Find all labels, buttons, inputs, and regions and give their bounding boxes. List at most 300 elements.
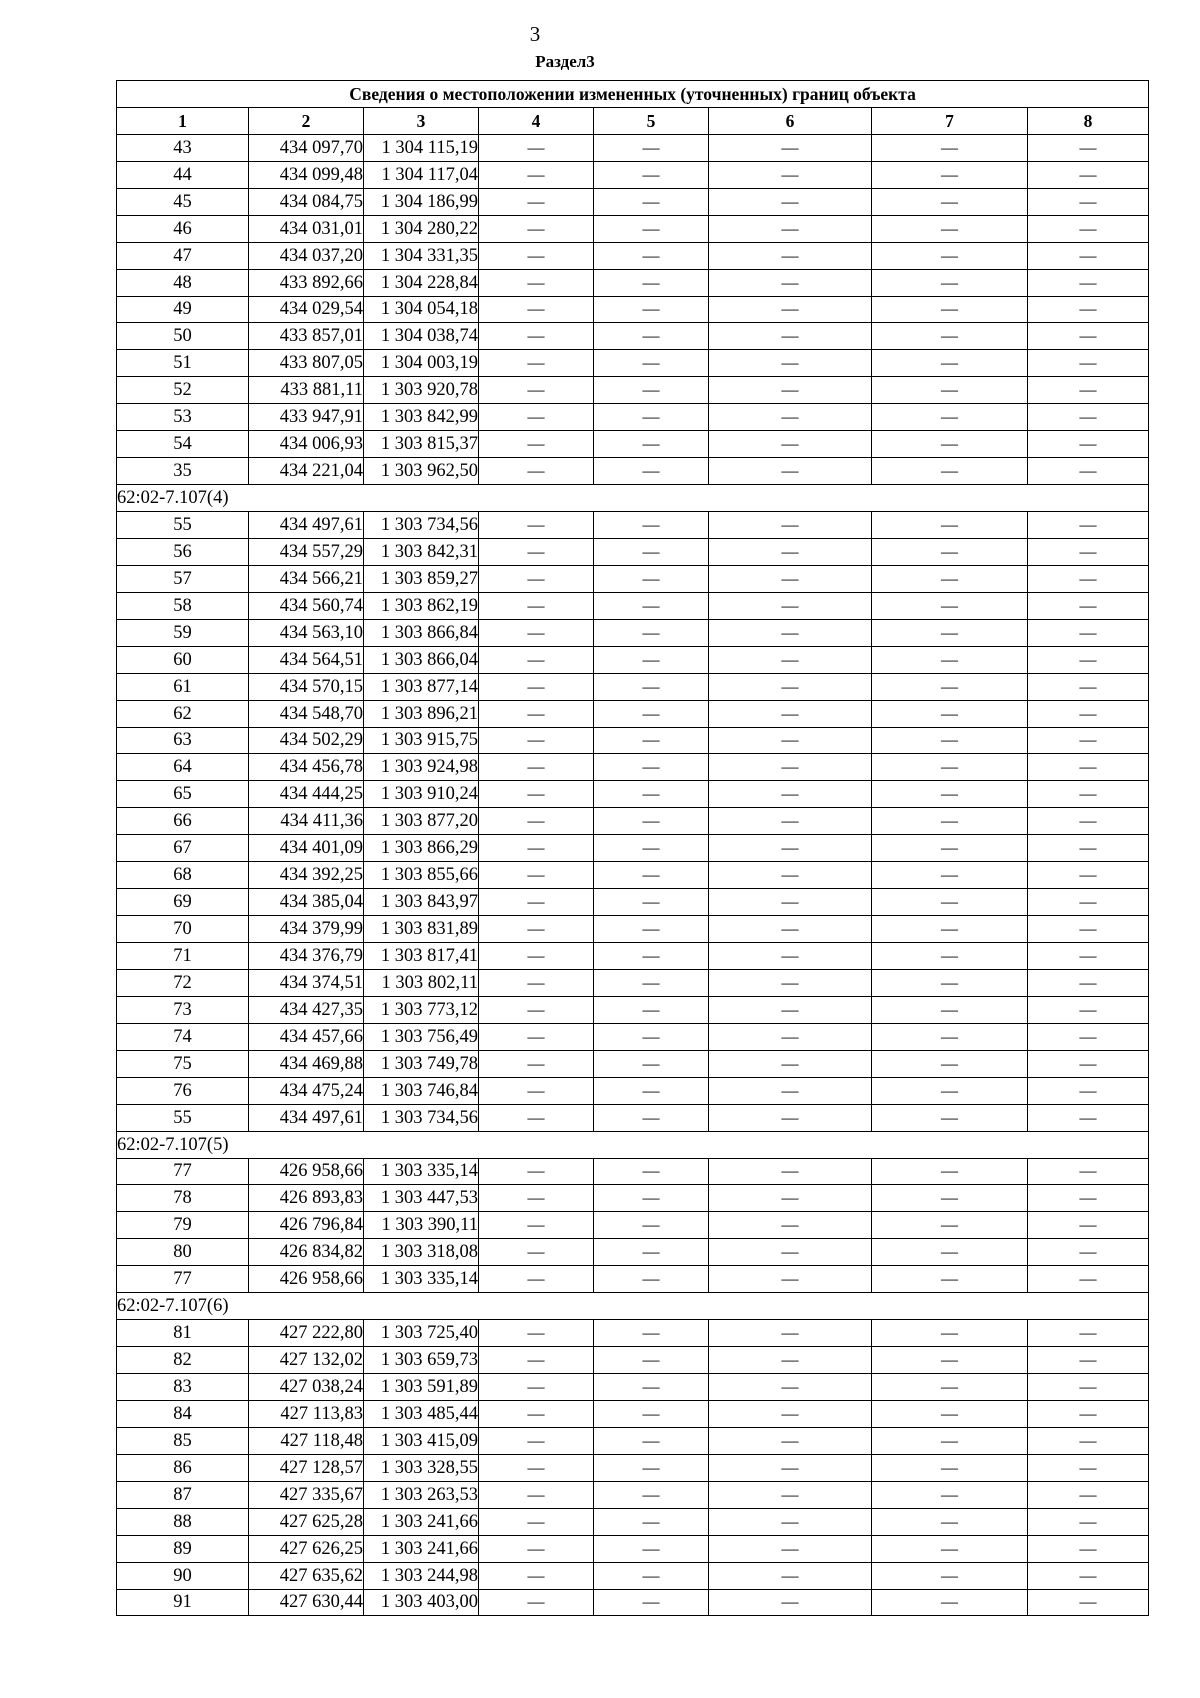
table-row xyxy=(117,269,1149,296)
y-coordinate-cell: 1 303 734,56 xyxy=(364,1104,479,1131)
empty-dash-cell: — xyxy=(479,700,594,727)
empty-dash-cell: — xyxy=(1028,862,1149,889)
x-coordinate-cell: 433 857,01 xyxy=(249,323,364,350)
empty-dash-cell: — xyxy=(594,1266,709,1293)
table-row xyxy=(117,565,1149,592)
empty-dash-cell: — xyxy=(594,1454,709,1481)
point-number-cell: 51 xyxy=(117,350,249,377)
y-coordinate-cell: 1 303 802,11 xyxy=(364,969,479,996)
empty-dash-cell: — xyxy=(1028,134,1149,161)
empty-dash-cell: — xyxy=(594,700,709,727)
table-row xyxy=(117,1050,1149,1077)
empty-dash-cell: — xyxy=(709,673,872,700)
x-coordinate-cell: 433 947,91 xyxy=(249,404,364,431)
empty-dash-cell: — xyxy=(1028,1077,1149,1104)
empty-dash-cell: — xyxy=(709,1077,872,1104)
empty-dash-cell: — xyxy=(709,188,872,215)
x-coordinate-cell: 433 807,05 xyxy=(249,350,364,377)
empty-dash-cell: — xyxy=(709,269,872,296)
table-row xyxy=(117,1481,1149,1508)
empty-dash-cell: — xyxy=(872,1347,1028,1374)
empty-dash-cell: — xyxy=(1028,754,1149,781)
empty-dash-cell: — xyxy=(872,1050,1028,1077)
empty-dash-cell: — xyxy=(594,1185,709,1212)
point-number-cell: 91 xyxy=(117,1589,249,1616)
x-coordinate-cell: 434 221,04 xyxy=(249,458,364,485)
empty-dash-cell: — xyxy=(872,943,1028,970)
table-row xyxy=(117,862,1149,889)
column-number: 7 xyxy=(872,107,1028,134)
x-coordinate-cell: 427 113,83 xyxy=(249,1400,364,1427)
table-row xyxy=(117,619,1149,646)
empty-dash-cell: — xyxy=(594,269,709,296)
y-coordinate-cell: 1 304 115,19 xyxy=(364,134,479,161)
x-coordinate-cell: 434 006,93 xyxy=(249,431,364,458)
empty-dash-cell: — xyxy=(1028,1050,1149,1077)
empty-dash-cell: — xyxy=(1028,565,1149,592)
y-coordinate-cell: 1 303 725,40 xyxy=(364,1320,479,1347)
empty-dash-cell: — xyxy=(872,188,1028,215)
empty-dash-cell: — xyxy=(594,673,709,700)
empty-dash-cell: — xyxy=(709,1104,872,1131)
point-number-cell: 45 xyxy=(117,188,249,215)
y-coordinate-cell: 1 304 117,04 xyxy=(364,161,479,188)
empty-dash-cell: — xyxy=(709,1212,872,1239)
column-number: 1 xyxy=(117,107,249,134)
empty-dash-cell: — xyxy=(709,404,872,431)
table-row xyxy=(117,916,1149,943)
table-row xyxy=(117,943,1149,970)
empty-dash-cell: — xyxy=(709,1589,872,1616)
table-row xyxy=(117,781,1149,808)
table-row xyxy=(117,134,1149,161)
x-coordinate-cell: 427 038,24 xyxy=(249,1374,364,1401)
empty-dash-cell: — xyxy=(479,458,594,485)
empty-dash-cell: — xyxy=(709,1239,872,1266)
empty-dash-cell: — xyxy=(872,134,1028,161)
y-coordinate-cell: 1 304 038,74 xyxy=(364,323,479,350)
empty-dash-cell: — xyxy=(1028,889,1149,916)
empty-dash-cell: — xyxy=(594,727,709,754)
empty-dash-cell: — xyxy=(594,969,709,996)
empty-dash-cell: — xyxy=(709,646,872,673)
point-number-cell: 64 xyxy=(117,754,249,781)
point-number-cell: 74 xyxy=(117,1023,249,1050)
x-coordinate-cell: 434 456,78 xyxy=(249,754,364,781)
table-row xyxy=(117,377,1149,404)
point-number-cell: 59 xyxy=(117,619,249,646)
x-coordinate-cell: 427 630,44 xyxy=(249,1589,364,1616)
y-coordinate-cell: 1 303 591,89 xyxy=(364,1374,479,1401)
y-coordinate-cell: 1 304 280,22 xyxy=(364,215,479,242)
empty-dash-cell: — xyxy=(709,1374,872,1401)
point-number-cell: 72 xyxy=(117,969,249,996)
table-row xyxy=(117,727,1149,754)
empty-dash-cell: — xyxy=(872,215,1028,242)
point-number-cell: 81 xyxy=(117,1320,249,1347)
empty-dash-cell: — xyxy=(479,1320,594,1347)
table-row xyxy=(117,1320,1149,1347)
empty-dash-cell: — xyxy=(872,377,1028,404)
y-coordinate-cell: 1 303 831,89 xyxy=(364,916,479,943)
empty-dash-cell: — xyxy=(872,619,1028,646)
empty-dash-cell: — xyxy=(1028,1023,1149,1050)
table-row xyxy=(117,754,1149,781)
table-row xyxy=(117,1077,1149,1104)
y-coordinate-cell: 1 303 335,14 xyxy=(364,1266,479,1293)
empty-dash-cell: — xyxy=(479,1535,594,1562)
x-coordinate-cell: 434 497,61 xyxy=(249,512,364,539)
column-number: 8 xyxy=(1028,107,1149,134)
x-coordinate-cell: 434 427,35 xyxy=(249,996,364,1023)
table-row xyxy=(117,188,1149,215)
empty-dash-cell: — xyxy=(594,1158,709,1185)
empty-dash-cell: — xyxy=(594,377,709,404)
y-coordinate-cell: 1 304 331,35 xyxy=(364,242,479,269)
empty-dash-cell: — xyxy=(479,619,594,646)
empty-dash-cell: — xyxy=(872,565,1028,592)
x-coordinate-cell: 427 335,67 xyxy=(249,1481,364,1508)
y-coordinate-cell: 1 303 403,00 xyxy=(364,1589,479,1616)
y-coordinate-cell: 1 303 920,78 xyxy=(364,377,479,404)
point-number-cell: 63 xyxy=(117,727,249,754)
empty-dash-cell: — xyxy=(709,1023,872,1050)
empty-dash-cell: — xyxy=(872,296,1028,323)
empty-dash-cell: — xyxy=(594,1023,709,1050)
empty-dash-cell: — xyxy=(872,1212,1028,1239)
empty-dash-cell: — xyxy=(872,458,1028,485)
point-number-cell: 35 xyxy=(117,458,249,485)
empty-dash-cell: — xyxy=(479,323,594,350)
empty-dash-cell: — xyxy=(479,1266,594,1293)
y-coordinate-cell: 1 303 390,11 xyxy=(364,1212,479,1239)
empty-dash-cell: — xyxy=(872,889,1028,916)
y-coordinate-cell: 1 304 228,84 xyxy=(364,269,479,296)
table-row xyxy=(117,1104,1149,1131)
table-row xyxy=(117,808,1149,835)
empty-dash-cell: — xyxy=(479,808,594,835)
empty-dash-cell: — xyxy=(479,592,594,619)
x-coordinate-cell: 434 084,75 xyxy=(249,188,364,215)
point-number-cell: 79 xyxy=(117,1212,249,1239)
y-coordinate-cell: 1 303 866,04 xyxy=(364,646,479,673)
empty-dash-cell: — xyxy=(1028,673,1149,700)
empty-dash-cell: — xyxy=(594,1050,709,1077)
table-row xyxy=(117,592,1149,619)
x-coordinate-cell: 426 796,84 xyxy=(249,1212,364,1239)
y-coordinate-cell: 1 303 924,98 xyxy=(364,754,479,781)
table-row xyxy=(117,889,1149,916)
empty-dash-cell: — xyxy=(709,592,872,619)
empty-dash-cell: — xyxy=(1028,808,1149,835)
table-row xyxy=(117,242,1149,269)
point-number-cell: 76 xyxy=(117,1077,249,1104)
group-label: 62:02-7.107(6) xyxy=(117,1293,1149,1320)
empty-dash-cell: — xyxy=(872,1104,1028,1131)
empty-dash-cell: — xyxy=(872,1454,1028,1481)
empty-dash-cell: — xyxy=(479,1589,594,1616)
point-number-cell: 77 xyxy=(117,1266,249,1293)
empty-dash-cell: — xyxy=(872,1535,1028,1562)
point-number-cell: 80 xyxy=(117,1239,249,1266)
empty-dash-cell: — xyxy=(872,996,1028,1023)
x-coordinate-cell: 434 502,29 xyxy=(249,727,364,754)
table-row xyxy=(117,673,1149,700)
empty-dash-cell: — xyxy=(1028,1185,1149,1212)
x-coordinate-cell: 427 635,62 xyxy=(249,1562,364,1589)
y-coordinate-cell: 1 303 842,99 xyxy=(364,404,479,431)
empty-dash-cell: — xyxy=(594,1589,709,1616)
empty-dash-cell: — xyxy=(1028,1562,1149,1589)
empty-dash-cell: — xyxy=(1028,242,1149,269)
empty-dash-cell: — xyxy=(479,538,594,565)
empty-dash-cell: — xyxy=(479,1050,594,1077)
point-number-cell: 65 xyxy=(117,781,249,808)
table-row xyxy=(117,431,1149,458)
empty-dash-cell: — xyxy=(1028,1400,1149,1427)
table-row xyxy=(117,350,1149,377)
caption-row xyxy=(117,81,1149,108)
point-number-cell: 47 xyxy=(117,242,249,269)
point-number-cell: 49 xyxy=(117,296,249,323)
empty-dash-cell: — xyxy=(1028,1535,1149,1562)
x-coordinate-cell: 434 385,04 xyxy=(249,889,364,916)
table-row xyxy=(117,296,1149,323)
y-coordinate-cell: 1 303 877,14 xyxy=(364,673,479,700)
section-title: Раздел3 xyxy=(535,52,595,71)
point-number-cell: 60 xyxy=(117,646,249,673)
table-row xyxy=(117,215,1149,242)
empty-dash-cell: — xyxy=(1028,350,1149,377)
empty-dash-cell: — xyxy=(709,350,872,377)
empty-dash-cell: — xyxy=(872,727,1028,754)
point-number-cell: 73 xyxy=(117,996,249,1023)
y-coordinate-cell: 1 303 318,08 xyxy=(364,1239,479,1266)
empty-dash-cell: — xyxy=(594,916,709,943)
empty-dash-cell: — xyxy=(479,188,594,215)
point-number-cell: 71 xyxy=(117,943,249,970)
empty-dash-cell: — xyxy=(872,1589,1028,1616)
empty-dash-cell: — xyxy=(1028,458,1149,485)
empty-dash-cell: — xyxy=(479,1481,594,1508)
x-coordinate-cell: 434 031,01 xyxy=(249,215,364,242)
column-number: 4 xyxy=(479,107,594,134)
empty-dash-cell: — xyxy=(479,835,594,862)
x-coordinate-cell: 434 379,99 xyxy=(249,916,364,943)
y-coordinate-cell: 1 303 842,31 xyxy=(364,538,479,565)
x-coordinate-cell: 427 222,80 xyxy=(249,1320,364,1347)
point-number-cell: 70 xyxy=(117,916,249,943)
x-coordinate-cell: 434 548,70 xyxy=(249,700,364,727)
empty-dash-cell: — xyxy=(594,1347,709,1374)
point-number-cell: 57 xyxy=(117,565,249,592)
group-label-row xyxy=(117,1131,1149,1158)
empty-dash-cell: — xyxy=(479,242,594,269)
empty-dash-cell: — xyxy=(479,754,594,781)
empty-dash-cell: — xyxy=(872,404,1028,431)
empty-dash-cell: — xyxy=(594,862,709,889)
y-coordinate-cell: 1 303 734,56 xyxy=(364,512,479,539)
table-row xyxy=(117,538,1149,565)
y-coordinate-cell: 1 304 186,99 xyxy=(364,188,479,215)
empty-dash-cell: — xyxy=(709,969,872,996)
point-number-cell: 52 xyxy=(117,377,249,404)
empty-dash-cell: — xyxy=(709,1535,872,1562)
empty-dash-cell: — xyxy=(479,1023,594,1050)
point-number-cell: 89 xyxy=(117,1535,249,1562)
empty-dash-cell: — xyxy=(709,458,872,485)
empty-dash-cell: — xyxy=(709,781,872,808)
empty-dash-cell: — xyxy=(594,296,709,323)
empty-dash-cell: — xyxy=(709,943,872,970)
empty-dash-cell: — xyxy=(479,646,594,673)
empty-dash-cell: — xyxy=(1028,646,1149,673)
table-row xyxy=(117,1374,1149,1401)
y-coordinate-cell: 1 303 866,29 xyxy=(364,835,479,862)
empty-dash-cell: — xyxy=(872,1266,1028,1293)
column-numbers-row xyxy=(117,107,1149,134)
y-coordinate-cell: 1 303 866,84 xyxy=(364,619,479,646)
empty-dash-cell: — xyxy=(1028,916,1149,943)
empty-dash-cell: — xyxy=(1028,1239,1149,1266)
empty-dash-cell: — xyxy=(1028,700,1149,727)
empty-dash-cell: — xyxy=(709,215,872,242)
empty-dash-cell: — xyxy=(479,350,594,377)
y-coordinate-cell: 1 304 003,19 xyxy=(364,350,479,377)
empty-dash-cell: — xyxy=(1028,1508,1149,1535)
x-coordinate-cell: 427 132,02 xyxy=(249,1347,364,1374)
y-coordinate-cell: 1 303 263,53 xyxy=(364,1481,479,1508)
empty-dash-cell: — xyxy=(594,1374,709,1401)
empty-dash-cell: — xyxy=(1028,269,1149,296)
empty-dash-cell: — xyxy=(872,700,1028,727)
empty-dash-cell: — xyxy=(1028,1104,1149,1131)
y-coordinate-cell: 1 303 241,66 xyxy=(364,1508,479,1535)
empty-dash-cell: — xyxy=(479,1400,594,1427)
empty-dash-cell: — xyxy=(479,377,594,404)
empty-dash-cell: — xyxy=(709,512,872,539)
column-number: 5 xyxy=(594,107,709,134)
empty-dash-cell: — xyxy=(872,1158,1028,1185)
empty-dash-cell: — xyxy=(594,835,709,862)
empty-dash-cell: — xyxy=(594,565,709,592)
y-coordinate-cell: 1 303 415,09 xyxy=(364,1427,479,1454)
point-number-cell: 67 xyxy=(117,835,249,862)
empty-dash-cell: — xyxy=(594,188,709,215)
empty-dash-cell: — xyxy=(709,1454,872,1481)
table-row xyxy=(117,1589,1149,1616)
x-coordinate-cell: 434 469,88 xyxy=(249,1050,364,1077)
y-coordinate-cell: 1 303 447,53 xyxy=(364,1185,479,1212)
page-number: 3 xyxy=(529,22,541,46)
empty-dash-cell: — xyxy=(872,242,1028,269)
empty-dash-cell: — xyxy=(594,754,709,781)
point-number-cell: 58 xyxy=(117,592,249,619)
empty-dash-cell: — xyxy=(709,377,872,404)
empty-dash-cell: — xyxy=(709,996,872,1023)
table-row xyxy=(117,1508,1149,1535)
empty-dash-cell: — xyxy=(709,1320,872,1347)
empty-dash-cell: — xyxy=(709,916,872,943)
empty-dash-cell: — xyxy=(479,565,594,592)
empty-dash-cell: — xyxy=(872,916,1028,943)
table-row xyxy=(117,1239,1149,1266)
empty-dash-cell: — xyxy=(709,754,872,781)
empty-dash-cell: — xyxy=(872,323,1028,350)
y-coordinate-cell: 1 303 328,55 xyxy=(364,1454,479,1481)
y-coordinate-cell: 1 303 746,84 xyxy=(364,1077,479,1104)
empty-dash-cell: — xyxy=(1028,1481,1149,1508)
empty-dash-cell: — xyxy=(594,1427,709,1454)
empty-dash-cell: — xyxy=(1028,161,1149,188)
empty-dash-cell: — xyxy=(709,862,872,889)
empty-dash-cell: — xyxy=(709,323,872,350)
empty-dash-cell: — xyxy=(479,1347,594,1374)
empty-dash-cell: — xyxy=(1028,1266,1149,1293)
empty-dash-cell: — xyxy=(594,161,709,188)
table-row xyxy=(117,1212,1149,1239)
empty-dash-cell: — xyxy=(594,996,709,1023)
empty-dash-cell: — xyxy=(1028,1158,1149,1185)
empty-dash-cell: — xyxy=(1028,377,1149,404)
empty-dash-cell: — xyxy=(872,1427,1028,1454)
empty-dash-cell: — xyxy=(709,1400,872,1427)
empty-dash-cell: — xyxy=(479,1239,594,1266)
x-coordinate-cell: 427 128,57 xyxy=(249,1454,364,1481)
empty-dash-cell: — xyxy=(1028,1374,1149,1401)
empty-dash-cell: — xyxy=(872,835,1028,862)
empty-dash-cell: — xyxy=(872,673,1028,700)
empty-dash-cell: — xyxy=(594,215,709,242)
empty-dash-cell: — xyxy=(479,1427,594,1454)
empty-dash-cell: — xyxy=(594,134,709,161)
empty-dash-cell: — xyxy=(479,161,594,188)
empty-dash-cell: — xyxy=(479,1212,594,1239)
y-coordinate-cell: 1 303 877,20 xyxy=(364,808,479,835)
point-number-cell: 85 xyxy=(117,1427,249,1454)
point-number-cell: 56 xyxy=(117,538,249,565)
empty-dash-cell: — xyxy=(709,161,872,188)
x-coordinate-cell: 434 392,25 xyxy=(249,862,364,889)
table-row xyxy=(117,1266,1149,1293)
empty-dash-cell: — xyxy=(1028,835,1149,862)
point-number-cell: 44 xyxy=(117,161,249,188)
empty-dash-cell: — xyxy=(709,1427,872,1454)
point-number-cell: 87 xyxy=(117,1481,249,1508)
point-number-cell: 43 xyxy=(117,134,249,161)
point-number-cell: 48 xyxy=(117,269,249,296)
point-number-cell: 82 xyxy=(117,1347,249,1374)
empty-dash-cell: — xyxy=(479,1562,594,1589)
empty-dash-cell: — xyxy=(872,1562,1028,1589)
point-number-cell: 86 xyxy=(117,1454,249,1481)
empty-dash-cell: — xyxy=(479,996,594,1023)
x-coordinate-cell: 434 411,36 xyxy=(249,808,364,835)
x-coordinate-cell: 434 444,25 xyxy=(249,781,364,808)
y-coordinate-cell: 1 303 859,27 xyxy=(364,565,479,592)
empty-dash-cell: — xyxy=(1028,727,1149,754)
y-coordinate-cell: 1 303 773,12 xyxy=(364,996,479,1023)
x-coordinate-cell: 434 563,10 xyxy=(249,619,364,646)
empty-dash-cell: — xyxy=(709,1266,872,1293)
y-coordinate-cell: 1 303 749,78 xyxy=(364,1050,479,1077)
empty-dash-cell: — xyxy=(594,943,709,970)
empty-dash-cell: — xyxy=(594,242,709,269)
x-coordinate-cell: 434 557,29 xyxy=(249,538,364,565)
empty-dash-cell: — xyxy=(872,754,1028,781)
empty-dash-cell: — xyxy=(479,943,594,970)
point-number-cell: 62 xyxy=(117,700,249,727)
